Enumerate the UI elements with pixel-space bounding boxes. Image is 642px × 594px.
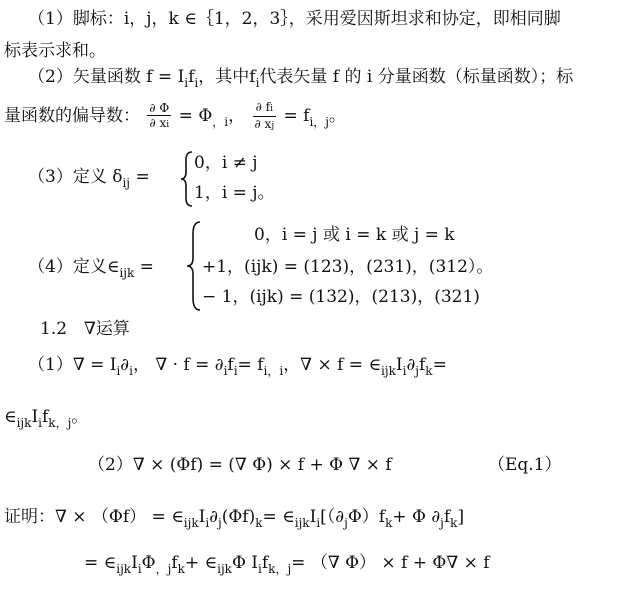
equation-tag <box>488 454 562 476</box>
text: = ∈ <box>262 507 295 527</box>
text: I <box>31 407 39 427</box>
subscript: i <box>129 364 133 378</box>
fraction <box>147 101 171 132</box>
text: ∂ <box>120 355 130 375</box>
text: = （∇ Φ） × f + Φ∇ × f <box>291 553 490 573</box>
kronecker-delta-label <box>28 166 150 189</box>
text: ] <box>457 507 465 527</box>
text: I <box>131 553 138 573</box>
text: (Φf) <box>221 507 256 527</box>
subscript: ij <box>122 176 131 190</box>
partial-derivative-line <box>4 100 346 133</box>
text: f <box>261 553 269 573</box>
text: 0，i = j 或 i = k 或 j = k <box>254 225 455 245</box>
nabla-operator-line <box>28 354 447 377</box>
text: +1，(ijk) = (123)，(231)，(312）。 <box>202 257 494 277</box>
subscript: i <box>316 516 321 530</box>
subscript: i，j <box>309 115 330 129</box>
text: f <box>171 553 178 573</box>
text: 量函数的偏导数： <box>4 106 140 126</box>
text: 。 <box>257 183 275 203</box>
subscript: ，i <box>212 115 229 129</box>
subscript: i <box>137 562 142 576</box>
text: + ∈ <box>184 553 218 573</box>
text: f <box>418 355 426 375</box>
index-convention-cont <box>4 40 106 62</box>
subscript: i <box>233 364 238 378</box>
subscript: j <box>415 364 419 378</box>
text: I <box>395 355 403 375</box>
text: ，其中f <box>198 67 256 87</box>
text: （2）矢量函数 f = I <box>28 67 185 87</box>
text: = ∈ <box>84 553 117 573</box>
text: ∂ <box>209 507 218 527</box>
subscript: i <box>402 364 407 378</box>
text: − 1，(ijk) = (132)，(213)，(321) <box>202 287 480 307</box>
subscript: i <box>166 120 170 130</box>
subscript: i <box>38 416 42 430</box>
subscript: k <box>425 364 433 378</box>
levi-civita-label <box>28 256 154 279</box>
text: 0，i ≠ j <box>194 153 258 173</box>
subscript: i <box>270 104 273 114</box>
fraction <box>253 100 277 133</box>
text: （1）脚标：i，j，k ∈｛1，2，3｝，采用爱因斯坦求和协定，即相同脚 <box>28 9 561 29</box>
subscript: i <box>255 76 260 90</box>
text: Φ <box>141 553 156 573</box>
vector-function-line <box>28 66 573 89</box>
text: Φ）f <box>347 507 386 527</box>
text: 。 <box>329 106 347 126</box>
text: （Eq.1） <box>488 455 562 475</box>
text: = Φ <box>178 106 213 126</box>
numerator: ∂ Φ <box>149 101 170 115</box>
text: Φ I <box>231 553 259 573</box>
text: + Φ ∂ <box>392 507 441 527</box>
text: = f <box>237 355 264 375</box>
subscript: k <box>450 516 458 530</box>
text: ∂ x <box>149 116 167 130</box>
subscript: j <box>271 121 275 131</box>
index-convention-line <box>28 8 561 30</box>
subscript: ijk <box>119 266 135 280</box>
delta-case-1 <box>194 152 258 174</box>
text: f <box>227 355 234 375</box>
text: I <box>198 507 206 527</box>
subscript: ijk <box>217 562 232 576</box>
subscript: ijk <box>381 364 396 378</box>
denominator <box>253 117 277 133</box>
subscript: k，j <box>268 562 292 576</box>
text: 1.2 ∇运算 <box>40 319 130 339</box>
text: 。 <box>71 407 89 427</box>
text: = f <box>283 106 310 126</box>
text: f <box>42 407 49 427</box>
levi-civita-case-1 <box>254 224 455 246</box>
subscript: ，j <box>155 562 172 576</box>
text: = <box>135 167 150 187</box>
text: = <box>432 355 447 375</box>
subscript: i <box>184 76 189 90</box>
text: 标表示求和。 <box>4 41 106 61</box>
text: f <box>443 507 451 527</box>
text: （3）定义 δ <box>28 167 123 187</box>
subscript: k <box>177 562 185 576</box>
text: 代表矢量 f 的 i 分量函数（标量函数）；标 <box>259 67 574 87</box>
text: = <box>139 257 154 277</box>
subscript: ijk <box>294 516 310 530</box>
subscript: i，i <box>263 364 284 378</box>
subscript: ijk <box>116 562 132 576</box>
denominator <box>147 116 171 132</box>
text: 1，i = j <box>194 183 258 203</box>
proof-line-2 <box>84 552 490 575</box>
numerator <box>253 100 277 117</box>
subscript: j <box>440 516 444 530</box>
text: ， <box>228 106 246 126</box>
levi-civita-case-3 <box>202 286 480 308</box>
subscript: k <box>255 516 263 530</box>
text: （1）∇ = I <box>28 355 117 375</box>
text: I <box>309 507 317 527</box>
left-brace-icon <box>186 220 202 312</box>
text: ∂ x <box>254 117 272 131</box>
text: f <box>188 67 195 87</box>
subscript: i <box>116 364 121 378</box>
text: （2）∇ × (Φf) = (∇ Φ) × f + Φ ∇ × f <box>88 455 392 475</box>
text: ∂ f <box>255 100 271 114</box>
subscript: k，j <box>48 416 72 430</box>
text: ， ∇ · f = ∂ <box>132 355 224 375</box>
text: ∈ <box>4 407 17 427</box>
subscript: i <box>194 76 199 90</box>
subscript: ijk <box>16 416 32 430</box>
delta-case-2 <box>194 182 275 204</box>
equation-1 <box>88 454 392 476</box>
levi-civita-case-2 <box>202 256 493 278</box>
subscript: i <box>258 562 262 576</box>
curl-continuation <box>4 406 88 429</box>
text: （4）定义∈ <box>28 257 120 277</box>
proof-line-1 <box>4 506 464 529</box>
left-brace-icon <box>180 150 194 208</box>
subscript: j <box>218 516 222 530</box>
subscript: j <box>344 516 348 530</box>
text: [（∂ <box>320 507 345 527</box>
subscript: i <box>205 516 210 530</box>
subscript: k <box>385 516 393 530</box>
text: 证明：∇ × （Φf） = ∈ <box>4 507 184 527</box>
section-heading <box>40 318 130 340</box>
subscript: ijk <box>183 516 199 530</box>
subscript: i <box>223 364 228 378</box>
text: ∂ <box>406 355 416 375</box>
text: ，∇ × f = ∈ <box>283 355 382 375</box>
